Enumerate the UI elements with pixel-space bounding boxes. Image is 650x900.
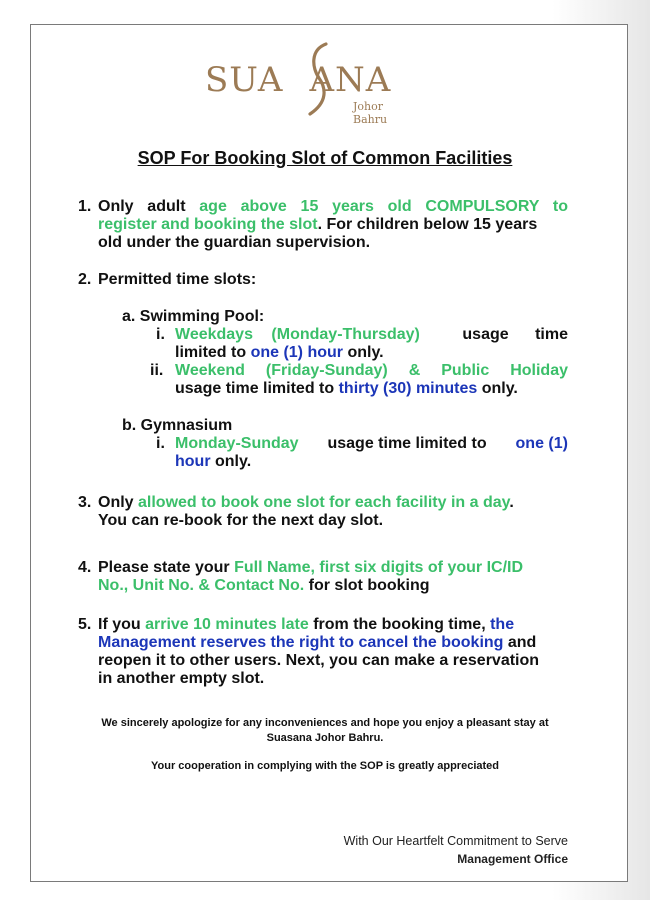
rule-5-line-4: in another empty slot. [98, 670, 265, 687]
pool-label: a. Swimming Pool: [122, 308, 265, 325]
gym-days-highlight: Monday-Sunday [175, 435, 299, 452]
rule-1-text: Only adult [98, 198, 200, 215]
pool-weekdays-text-2: limited to [175, 344, 251, 361]
pool-weekdays-duration: one (1) hour [250, 344, 343, 361]
rule-1-line-3: old under the guardian supervision. [98, 234, 371, 251]
rule-5-blue-2: Management reserves the right to cancel the booking [98, 634, 504, 651]
rule-4-highlight-1: Full Name, first six digits of your IC/ID [234, 559, 524, 576]
rule-4-line-2 [98, 577, 568, 595]
apology-line-1: We sincerely apologize for any inconveniences and hope you enjoy a pleasant stay at [101, 717, 549, 729]
gym-text: usage time limited to [323, 435, 492, 452]
apology-note [0, 716, 650, 746]
rule-4 [98, 559, 568, 595]
rule-2-text: Permitted time slots: [98, 271, 257, 288]
rule-3 [98, 494, 568, 530]
rule-5-line-1 [98, 616, 568, 634]
pool-weekend-line-2 [175, 380, 568, 398]
pool-i-number: i. [156, 326, 165, 343]
pool-weekdays-text: usage time [462, 326, 568, 343]
rule-1-line-2 [98, 216, 568, 234]
logo-text-left: SUA [205, 60, 284, 100]
gym-line-1 [175, 435, 568, 453]
apology-line-2: Suasana Johor Bahru. [266, 732, 384, 744]
pool-weekdays-highlight: Weekdays (Monday-Thursday) [175, 326, 420, 343]
rule-5-line-3: reopen it to other users. Next, you can make a reservation [98, 652, 540, 669]
rule-5-number: 5. [78, 616, 92, 633]
gym-text-2: only. [210, 453, 252, 470]
gym-i-number: i. [156, 435, 165, 452]
gym-line-2 [175, 453, 568, 471]
rule-4-number: 4. [78, 559, 92, 576]
logo-subtitle: Johor Bahru [353, 100, 388, 126]
rule-5-text: If you [98, 616, 146, 633]
rule-1 [98, 198, 568, 252]
suasana-logo [200, 38, 420, 126]
pool-weekdays-text-3: only. [343, 344, 384, 361]
rule-5-text-2: from the booking time, [308, 616, 491, 633]
pool-weekdays-line-1 [175, 326, 568, 344]
pool-ii-number: ii. [150, 362, 164, 379]
logo-s-flourish-icon [306, 42, 332, 116]
rule-3-line-2: You can re-book for the next day slot. [98, 512, 384, 529]
pool-weekend-text-2: only. [477, 380, 518, 397]
rule-5-highlight: arrive 10 minutes late [145, 616, 309, 633]
pool-weekdays [175, 326, 568, 362]
rule-3-number: 3. [78, 494, 92, 511]
rule-3-text: Only [98, 494, 139, 511]
logo-text-right: ANA [309, 60, 392, 100]
rule-1-highlight-1: age above 15 years old COMPULSORY to [199, 198, 569, 215]
rule-5 [98, 616, 568, 688]
rule-1-highlight-2: register and booking the slot [98, 216, 318, 233]
pool-weekend [175, 362, 568, 398]
logo-wordmark [205, 60, 391, 100]
rule-5-line-2 [98, 634, 568, 652]
rule-3-line-1 [98, 494, 568, 512]
rule-2-number: 2. [78, 271, 92, 288]
rule-5-blue-1: the [490, 616, 515, 633]
rule-1-line-1 [98, 198, 568, 216]
rule-4-text-2: for slot booking [304, 577, 430, 594]
gym-label: b. Gymnasium [122, 417, 233, 434]
rule-4-highlight-2: No., Unit No. & Contact No. [98, 577, 305, 594]
pool-weekend-text: usage time limited to [175, 380, 339, 397]
gym-schedule [175, 435, 568, 471]
rule-5-text-3: and [503, 634, 537, 651]
rule-3-highlight: allowed to book one slot for each facility in a day [138, 494, 510, 511]
page-title: SOP For Booking Slot of Common Facilities [137, 148, 513, 168]
signature-line-2: Management Office [457, 852, 568, 866]
gym-duration-1: one (1) [515, 435, 568, 452]
cooperation-note: Your cooperation in complying with the SOP is greatly appreciated [151, 760, 499, 772]
pool-weekend-highlight: Weekend (Friday-Sunday) & Public Holiday [175, 362, 568, 379]
rule-4-line-1 [98, 559, 568, 577]
rule-1-text-2: . For children below 15 years [317, 216, 538, 233]
rule-4-text: Please state your [98, 559, 235, 576]
pool-weekdays-line-2 [175, 344, 568, 362]
pool-weekend-duration: thirty (30) minutes [338, 380, 478, 397]
signature-line-1: With Our Heartfelt Commitment to Serve [343, 834, 568, 848]
rule-1-number: 1. [78, 198, 92, 215]
rule-3-text-2: . [509, 494, 514, 511]
gym-duration-2: hour [175, 453, 211, 470]
